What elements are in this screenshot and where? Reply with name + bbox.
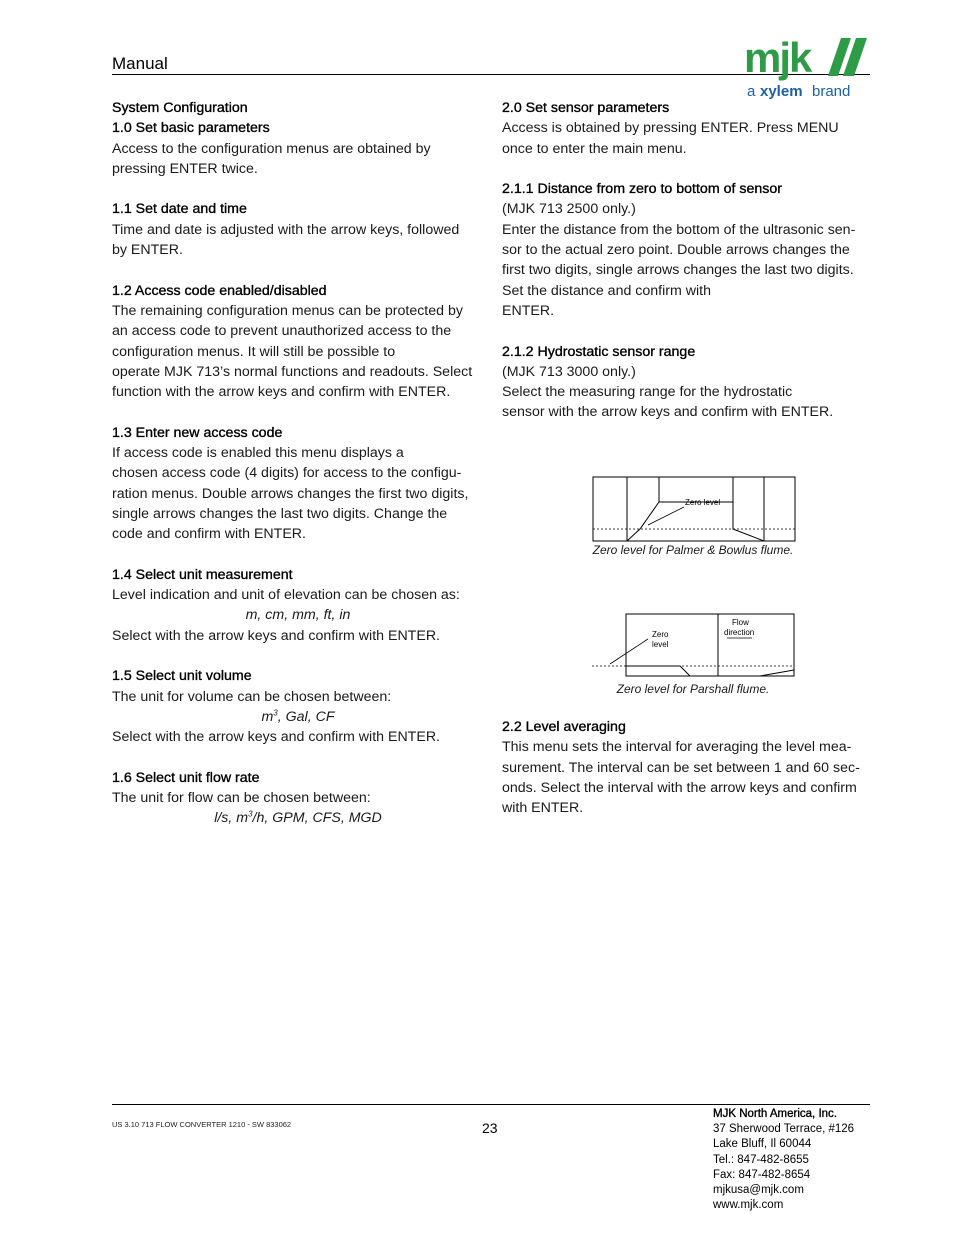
section-1-0-text: pressing ENTER twice. <box>112 160 258 177</box>
fig2-caption: Zero level for Parshall flume. <box>616 682 770 696</box>
section-2-1-2-text: Select the measuring range for the hydrostatic <box>502 384 793 401</box>
section-1-2-text: an access code to prevent unauthorized access to the <box>112 323 452 340</box>
section-1-4-units: m, cm, mm, ft, in <box>245 607 351 624</box>
section-2-1-2-text: (MJK 713 3000 only.) <box>502 363 636 380</box>
parshall-flume-diagram <box>590 612 798 680</box>
phone: Tel.: 847-482-8655 <box>713 1153 809 1166</box>
website-link[interactable]: www.mjk.com <box>713 1199 784 1212</box>
section-1-1-text: by ENTER. <box>112 242 183 259</box>
section-1-5-heading: 1.5 Select unit volume <box>112 668 252 685</box>
address-line: Lake Bluff, Il 60044 <box>713 1138 812 1151</box>
system-configuration-heading: System Configuration <box>112 100 248 116</box>
section-1-3-heading: 1.3 Enter new access code <box>112 424 283 441</box>
logo-mark: mjk <box>744 34 811 81</box>
logo-tagline-brand: brand <box>812 83 851 100</box>
section-1-1-heading: 1.1 Set date and time <box>112 201 247 218</box>
section-1-5-units: $m^3$, Gal, CF <box>261 708 335 725</box>
section-2-2-heading: 2.2 Level averaging <box>502 719 626 735</box>
fax: Fax: 847-482-8654 <box>713 1168 811 1181</box>
section-2-2-text: with ENTER. <box>502 800 584 817</box>
section-2-1-2-heading: 2.1.2 Hydrostatic sensor range <box>502 343 696 360</box>
section-2-1-1-text: sor to the actual zero point. Double arrows changes the <box>502 242 850 259</box>
footer-divider <box>112 1104 870 1105</box>
page-number: 23 <box>482 1120 498 1136</box>
section-1-5-text: The unit for volume can be chosen between: <box>112 688 392 705</box>
section-1-2-text: The remaining configuration menus can be protected by <box>112 302 463 319</box>
section-1-4-heading: 1.4 Select unit measurement <box>112 566 293 583</box>
section-1-0-text: Access to the configuration menus are obtained by <box>112 140 431 157</box>
document-id: US 3.10 713 FLOW CONVERTER 1210 - SW 833062 <box>112 1120 292 1129</box>
section-2-2 <box>502 717 872 818</box>
section-2-0-text: once to enter the main menu. <box>502 140 687 157</box>
section-2-1-1-text: (MJK 713 2500 only.) <box>502 201 636 218</box>
section-1-5-text: Select with the arrow keys and confirm with ENTER. <box>112 729 441 746</box>
section-2-1-1-text: Enter the distance from the bottom of the ultrasonic sen- <box>502 221 856 238</box>
section-1-3-text: ration menus. Double arrows changes the first two digits, <box>112 485 469 502</box>
address-line: 37 Sherwood Terrace, #126 <box>713 1123 855 1136</box>
section-1-2-text: configuration menus. It will still be possible to <box>112 343 396 360</box>
section-1-1-text: Time and date is adjusted with the arrow keys, followed <box>112 221 460 238</box>
section-1-6-heading: 1.6 Select unit flow rate <box>112 769 260 786</box>
section-1-4-text: Level indication and unit of elevation can be chosen as: <box>112 587 460 604</box>
section-2-1-2-text: sensor with the arrow keys and confirm with ENTER. <box>502 404 834 421</box>
fig2-direction-label: direction <box>724 628 755 637</box>
section-1-2-text: operate MJK 713’s normal functions and readouts. Select <box>112 363 473 380</box>
section-1-3-text: code and confirm with ENTER. <box>112 526 306 543</box>
section-1-2-heading: 1.2 Access code enabled/disabled <box>112 282 327 299</box>
section-2-0-heading: 2.0 Set sensor parameters <box>502 100 670 116</box>
fig1-caption: Zero level for Palmer & Bowlus flume. <box>592 543 794 557</box>
company-name: MJK North America, Inc. <box>713 1108 837 1120</box>
fig2-zero-label: Zero <box>652 630 669 639</box>
fig2-level-label: level <box>652 640 669 649</box>
section-1-0-heading: 1.0 Set basic parameters <box>112 120 270 137</box>
right-column <box>502 98 872 423</box>
section-1-2-text: function with the arrow keys and confirm with ENTER. <box>112 384 451 401</box>
section-1-3-text: chosen access code (4 digits) for access to the configu- <box>112 465 462 482</box>
section-1-3-text: single arrows changes the last two digits. Change the <box>112 505 448 522</box>
section-2-1-1-text: first two digits, single arrows changes the last two digits. <box>502 262 854 279</box>
section-1-6-text: The unit for flow can be chosen between: <box>112 790 371 807</box>
page-title: Manual <box>112 54 168 73</box>
section-1-3-text: If access code is enabled this menu displays a <box>112 445 404 462</box>
section-2-2-text: surement. The interval can be set between 1 and 60 sec- <box>502 759 860 776</box>
section-2-1-1-text: ENTER. <box>502 302 555 319</box>
email-link[interactable]: mjkusa@mjk.com <box>713 1184 804 1197</box>
left-column <box>112 98 484 829</box>
section-2-0-text: Access is obtained by pressing ENTER. Press MENU <box>502 120 839 137</box>
section-2-2-text: onds. Select the interval with the arrow keys and confirm <box>502 779 857 796</box>
section-1-4-text: Select with the arrow keys and confirm with ENTER. <box>112 627 441 644</box>
palmer-bowlus-flume-diagram <box>590 475 798 545</box>
section-2-1-1-text: Set the distance and confirm with <box>502 282 711 299</box>
logo-tagline-xylem: xylem <box>760 83 803 100</box>
section-2-2-text: This menu sets the interval for averaging the level mea- <box>502 739 852 756</box>
logo-tagline-a: a <box>747 83 756 100</box>
mjk-xylem-logo <box>744 32 872 102</box>
company-address <box>713 1107 854 1213</box>
fig1-zero-level-label: Zero level <box>685 498 721 507</box>
section-2-1-1-heading: 2.1.1 Distance from zero to bottom of sensor <box>502 181 782 198</box>
section-1-6-units: l/s, $m^3/h$, GPM, CFS, MGD <box>214 809 382 827</box>
fig2-flow-label: Flow <box>732 618 749 627</box>
